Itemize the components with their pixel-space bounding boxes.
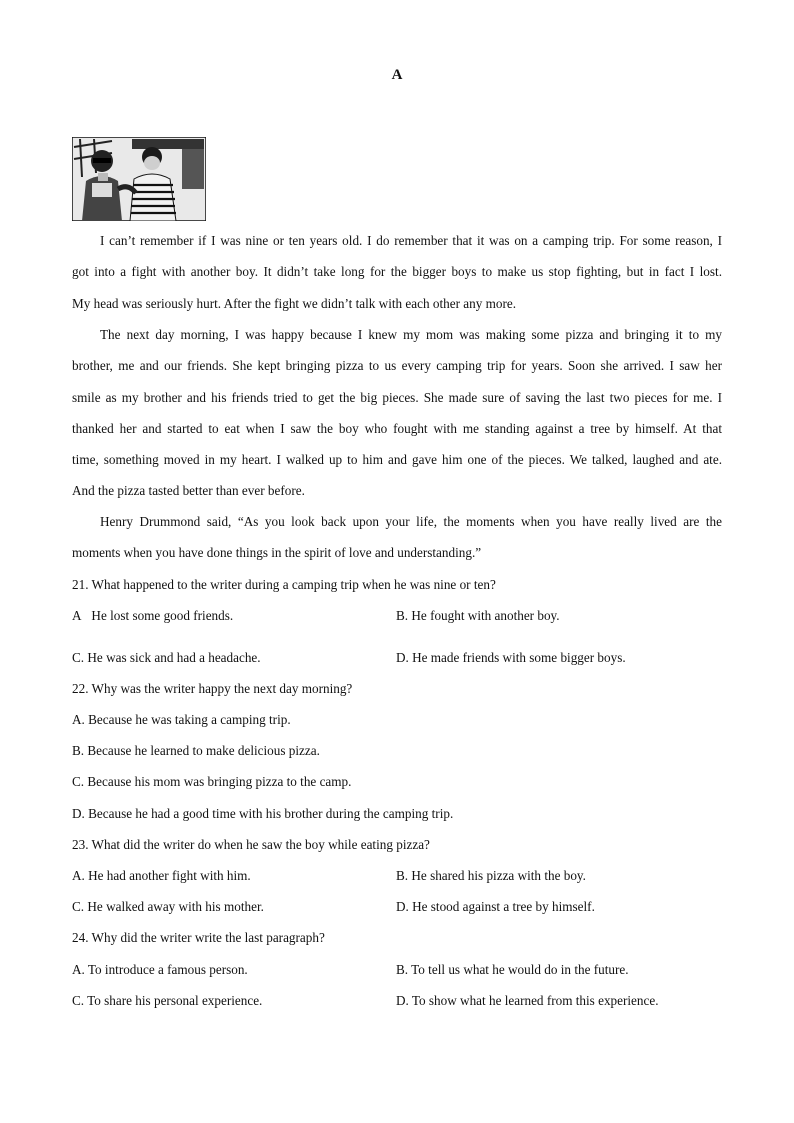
passage-line: brother, me and our friends. She kept bringing pizza to us every camping trip for years. Soon she arrived. I saw her xyxy=(72,358,722,373)
option-a: A. To introduce a famous person. xyxy=(72,962,248,977)
option-c: C. Because his mom was bringing pizza to the camp. xyxy=(72,774,352,789)
passage-line: got into a fight with another boy. It didn’t take long for the bigger boys to make us stop fighting, but in fact I lost. xyxy=(72,264,722,279)
passage-line: moments when you have done things in the spirit of love and understanding.” xyxy=(72,545,482,560)
option-a: A. He had another fight with him. xyxy=(72,868,251,883)
option-c: C. To share his personal experience. xyxy=(72,993,263,1008)
question-stem: 22. Why was the writer happy the next day morning? xyxy=(72,681,353,696)
question-stem: 24. Why did the writer write the last paragraph? xyxy=(72,930,325,945)
passage-line: The next day morning, I was happy because I knew my mom was making some pizza and bringing it to my xyxy=(100,327,722,342)
option-d: D. Because he had a good time with his brother during the camping trip. xyxy=(72,806,454,821)
option-b: B. He fought with another boy. xyxy=(396,608,560,623)
option-b: B. To tell us what he would do in the future. xyxy=(396,962,629,977)
passage-line: My head was seriously hurt. After the fight we didn’t talk with each other any more. xyxy=(72,296,516,311)
option-d: D. To show what he learned from this experience. xyxy=(396,993,659,1008)
option-d: D. He stood against a tree by himself. xyxy=(396,899,595,914)
option-a: A. Because he was taking a camping trip. xyxy=(72,712,291,727)
passage-line: Henry Drummond said, “As you look back upon your life, the moments when you have really lived are the xyxy=(100,514,722,529)
passage-line: And the pizza tasted better than ever before. xyxy=(72,483,305,498)
passage-line: thanked her and started to eat when I saw the boy who fought with me standing against a tree by himself. At that xyxy=(72,421,722,436)
question-stem: 21. What happened to the writer during a camping trip when he was nine or ten? xyxy=(72,577,496,592)
option-c: C. He walked away with his mother. xyxy=(72,899,264,914)
option-d: D. He made friends with some bigger boys. xyxy=(396,650,626,665)
passage-line: smile as my brother and his friends tried to get the big pieces. She made sure of saving the last two pieces for me. I xyxy=(72,390,722,405)
option-a: A He lost some good friends. xyxy=(72,608,234,623)
passage-line: time, something moved in my heart. I walked up to him and gave him one of the pieces. We talked, laughed and ate. xyxy=(72,452,722,467)
section-title: A xyxy=(391,67,403,83)
option-b: B. Because he learned to make delicious pizza. xyxy=(72,743,320,758)
question-stem: 23. What did the writer do when he saw the boy while eating pizza? xyxy=(72,837,430,852)
illustration-photo xyxy=(72,137,206,221)
option-c: C. He was sick and had a headache. xyxy=(72,650,261,665)
option-b: B. He shared his pizza with the boy. xyxy=(396,868,586,883)
passage-line: I can’t remember if I was nine or ten years old. I do remember that it was on a camping trip. For some reason, I xyxy=(100,233,722,248)
